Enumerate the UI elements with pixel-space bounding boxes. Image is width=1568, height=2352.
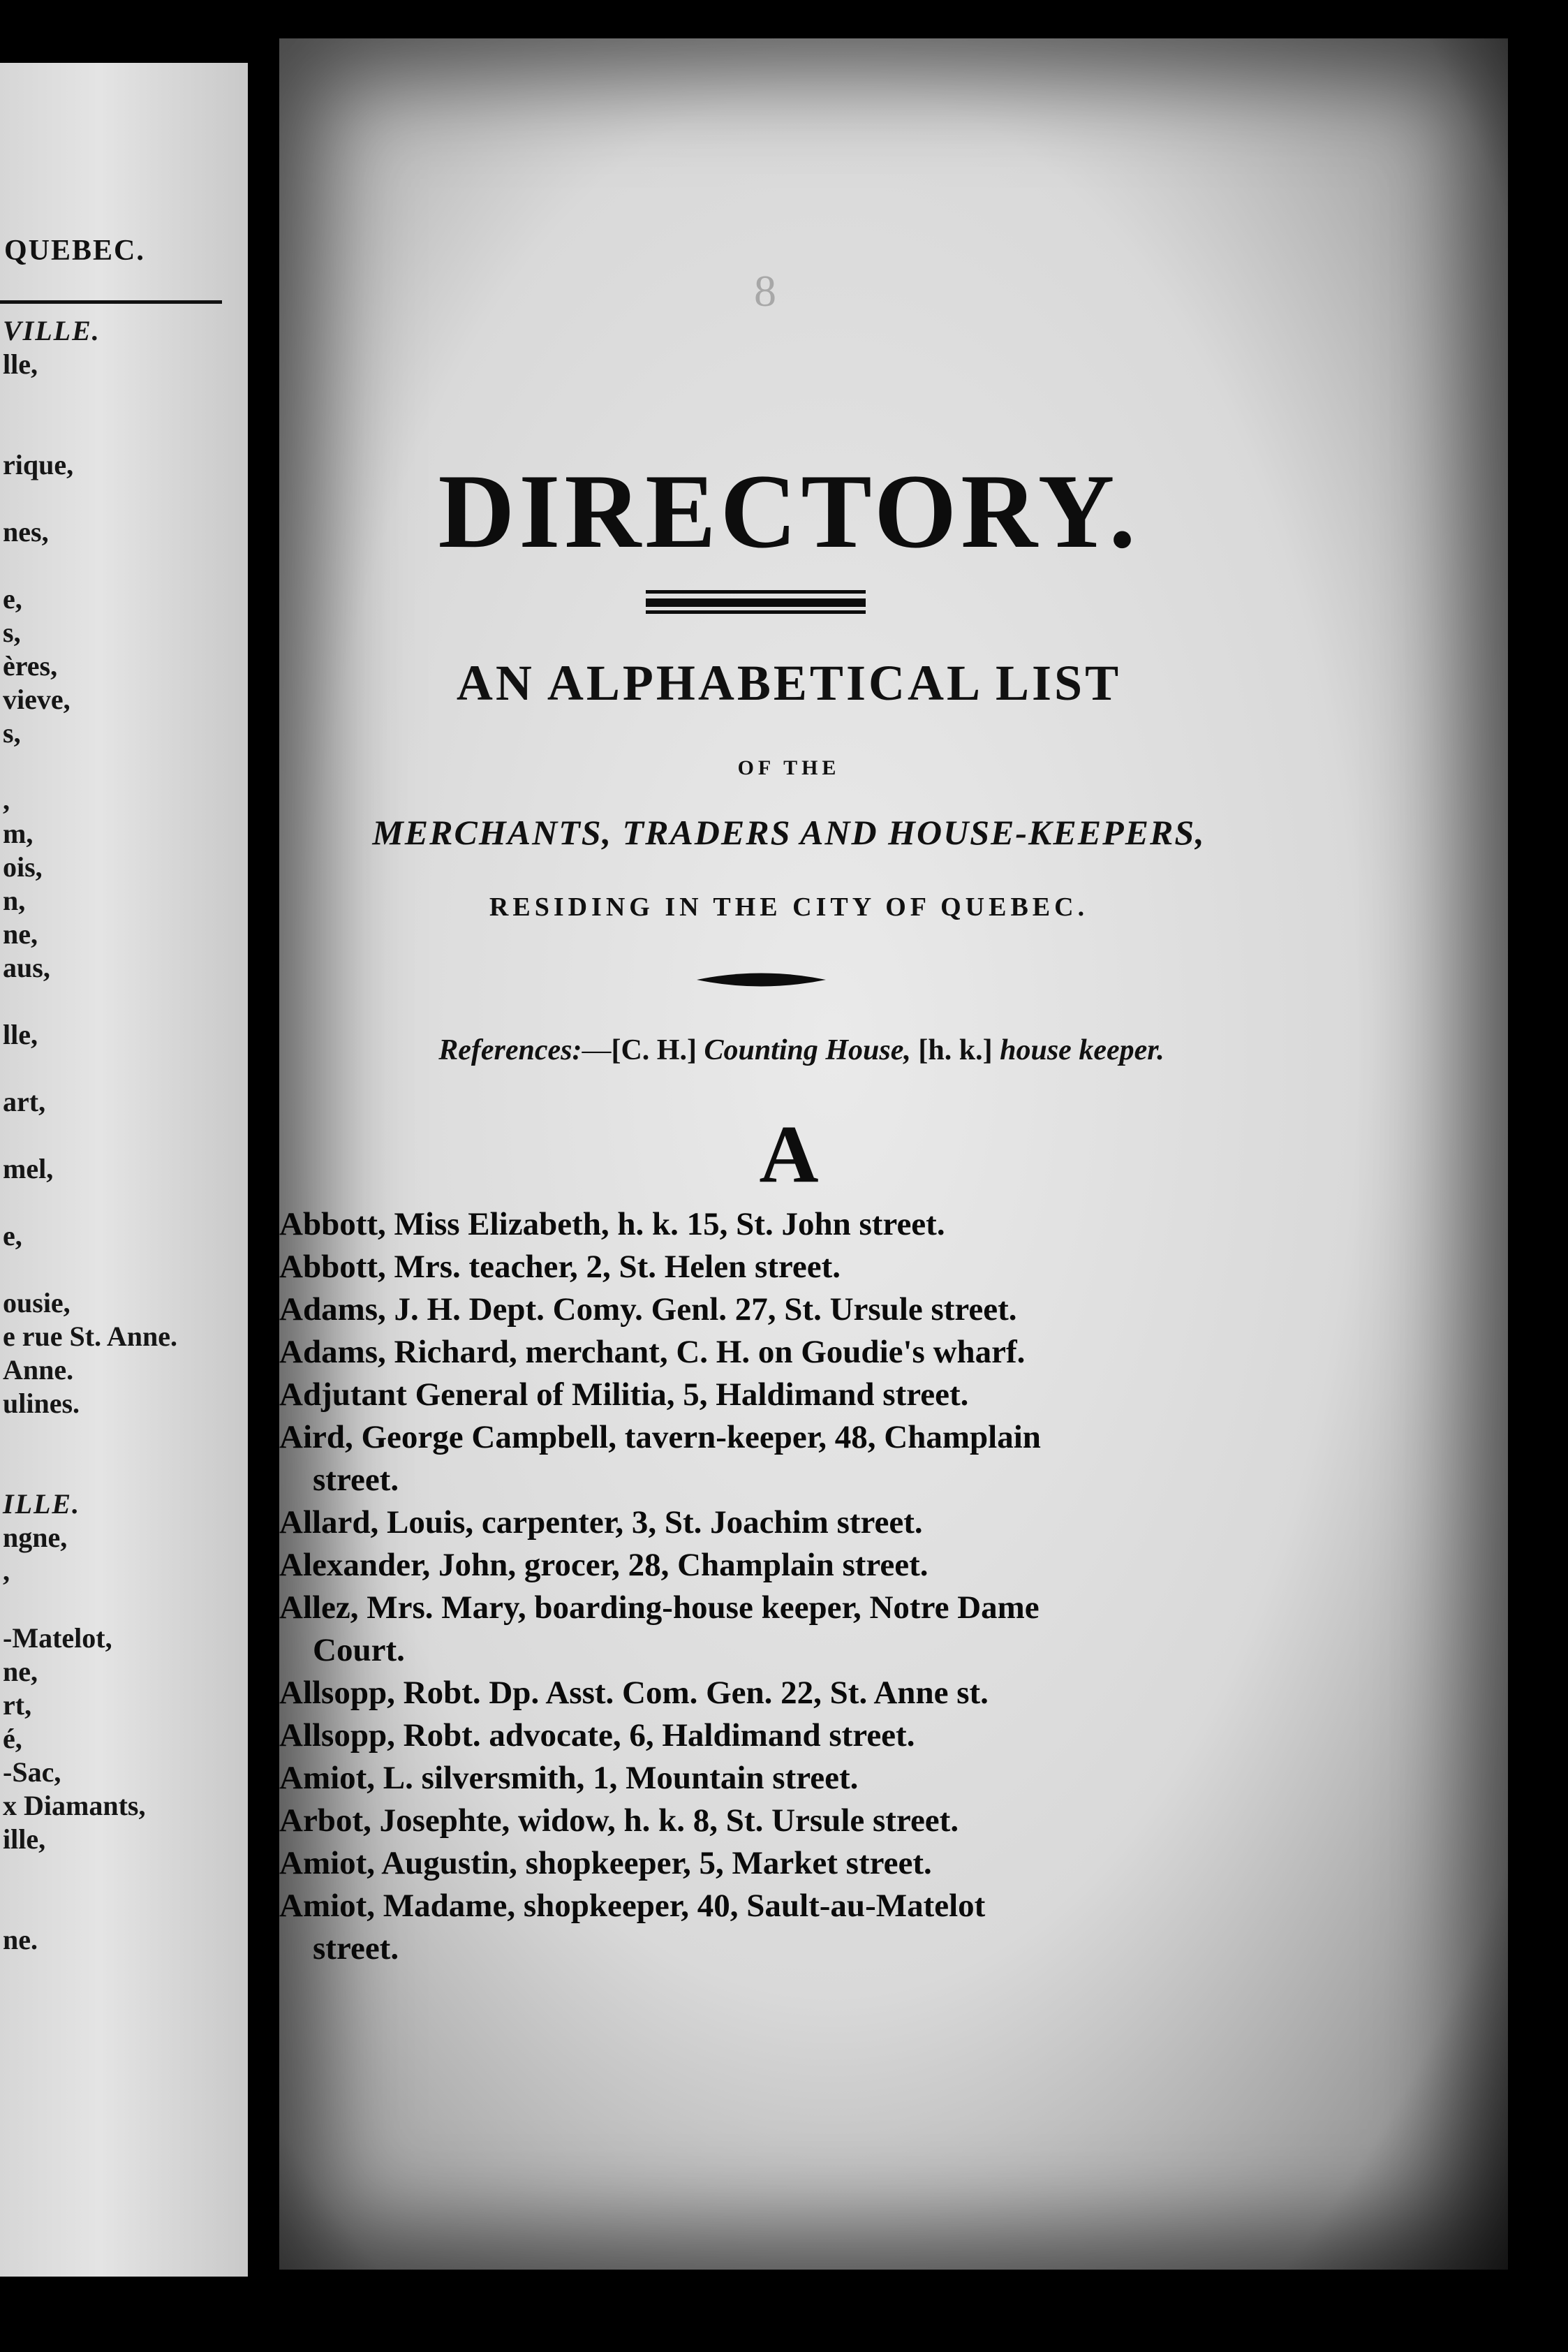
previous-page-fragment: , bbox=[3, 784, 10, 816]
entry-text: Allsopp, Robt. Dp. Asst. Com. Gen. 22, St. Anne st. bbox=[279, 1675, 989, 1711]
previous-page-fragment bbox=[3, 415, 177, 448]
previous-page-fragment bbox=[3, 1052, 177, 1085]
previous-page-fragment: -Matelot, bbox=[3, 1622, 112, 1654]
previous-page-fragment bbox=[3, 1890, 177, 1923]
page-title: DIRECTORY. bbox=[438, 453, 1140, 570]
ornament-rule-icon bbox=[697, 969, 826, 990]
previous-page-fragment: lle, bbox=[3, 1019, 38, 1050]
house-keeper-abbr: [h. k.] bbox=[918, 1034, 993, 1066]
entry-text: Amiot, L. silversmith, 1, Mountain street. bbox=[279, 1760, 859, 1796]
book-gutter bbox=[248, 0, 279, 2352]
page-subtitle: AN ALPHABETICAL LIST bbox=[456, 655, 1122, 711]
entry-text: Allsopp, Robt. advocate, 6, Haldimand street. bbox=[279, 1717, 915, 1754]
entry-text: Adjutant General of Militia, 5, Haldimand street. bbox=[279, 1376, 969, 1413]
previous-page-fragment: nes, bbox=[3, 516, 49, 547]
title-double-rule bbox=[646, 590, 866, 614]
references-dash: — bbox=[582, 1034, 612, 1066]
previous-page-fragment: ille, bbox=[3, 1823, 46, 1855]
previous-page-fragment bbox=[3, 381, 177, 415]
previous-page-fragment bbox=[3, 750, 177, 784]
entry-text: Amiot, Madame, shopkeeper, 40, Sault-au-Matelot bbox=[279, 1888, 986, 1924]
previous-page-fragment: ILLE. bbox=[3, 1488, 81, 1520]
entry-continuation: Court. bbox=[313, 1632, 405, 1668]
directory-page bbox=[279, 38, 1508, 2270]
entry-text: Allard, Louis, carpenter, 3, St. Joachim street. bbox=[279, 1504, 923, 1541]
previous-page-fragment bbox=[3, 985, 177, 1018]
previous-page-fragment: m, bbox=[3, 818, 34, 849]
previous-page-fragment: x Diamants, bbox=[3, 1790, 146, 1821]
previous-page-fragment: rique, bbox=[3, 449, 74, 480]
previous-page-fragment: e, bbox=[3, 583, 22, 615]
previous-page-fragment: Anne. bbox=[3, 1354, 74, 1386]
previous-page-strip bbox=[0, 63, 248, 2277]
page-number: 8 bbox=[754, 266, 776, 316]
previous-page-fragment bbox=[3, 1454, 177, 1487]
bleed-through bbox=[1117, 367, 1508, 1903]
previous-page-fragment: ères, bbox=[3, 650, 58, 682]
section-letter: A bbox=[759, 1108, 819, 1200]
previous-page-fragment bbox=[3, 1588, 177, 1622]
previous-page-fragment: e rue St. Anne. bbox=[3, 1321, 177, 1352]
previous-page-fragment: art, bbox=[3, 1086, 46, 1117]
previous-page-fragment: e, bbox=[3, 1220, 22, 1251]
previous-page-fragments bbox=[3, 314, 177, 1957]
previous-page-fragment: ne, bbox=[3, 1656, 38, 1687]
entry-continuation: street. bbox=[313, 1462, 399, 1498]
previous-page-fragment: ne, bbox=[3, 918, 38, 950]
previous-page-fragment: , bbox=[3, 1555, 10, 1587]
residing-line: RESIDING IN THE CITY OF QUEBEC. bbox=[489, 892, 1089, 922]
previous-page-fragment bbox=[3, 1420, 177, 1454]
previous-page-fragment: ngne, bbox=[3, 1522, 68, 1553]
previous-page-fragment bbox=[3, 1253, 177, 1286]
previous-page-fragment: vieve, bbox=[3, 684, 71, 715]
previous-page-rule bbox=[0, 300, 222, 304]
previous-page-fragment: ois, bbox=[3, 851, 43, 883]
previous-page-fragment: ulines. bbox=[3, 1388, 80, 1419]
previous-page-fragment: VILLE. bbox=[3, 315, 101, 346]
merchants-line: MERCHANTS, TRADERS AND HOUSE-KEEPERS, bbox=[372, 813, 1206, 852]
house-keeper-text: house keeper. bbox=[1000, 1034, 1164, 1066]
previous-page-fragment: rt, bbox=[3, 1689, 32, 1721]
previous-page-fragment: mel, bbox=[3, 1153, 54, 1184]
previous-page-fragment bbox=[3, 1186, 177, 1219]
previous-page-fragment: ousie, bbox=[3, 1287, 71, 1318]
entry-text: Alexander, John, grocer, 28, Champlain street. bbox=[279, 1547, 929, 1583]
entry-text: Abbott, Miss Elizabeth, h. k. 15, St. John street. bbox=[279, 1206, 945, 1242]
entry-text: Arbot, Josephte, widow, h. k. 8, St. Ursule street. bbox=[279, 1802, 959, 1839]
previous-page-fragment: n, bbox=[3, 885, 26, 916]
previous-page-fragment: s, bbox=[3, 717, 21, 749]
entry-text: Aird, George Campbell, tavern-keeper, 48, Champlain bbox=[279, 1419, 1041, 1455]
entry-text: Adams, J. H. Dept. Comy. Genl. 27, St. Ursule street. bbox=[279, 1291, 1017, 1328]
entry-continuation: street. bbox=[313, 1930, 399, 1967]
previous-page-fragment: lle, bbox=[3, 348, 38, 380]
counting-house-text: Counting House, bbox=[704, 1034, 911, 1066]
previous-page-header: QUEBEC. bbox=[4, 235, 145, 267]
previous-page-fragment: -Sac, bbox=[3, 1756, 61, 1788]
entry-text: Amiot, Augustin, shopkeeper, 5, Market street. bbox=[279, 1845, 932, 1881]
previous-page-fragment bbox=[3, 1119, 177, 1152]
entry-text: Abbott, Mrs. teacher, 2, St. Helen street. bbox=[279, 1249, 841, 1285]
previous-page-fragment bbox=[3, 482, 177, 515]
references-label: References: bbox=[438, 1034, 582, 1066]
previous-page-fragment: s, bbox=[3, 617, 21, 648]
entry-text: Adams, Richard, merchant, C. H. on Goudie's wharf. bbox=[279, 1334, 1026, 1370]
of-the-line: OF THE bbox=[737, 756, 841, 779]
previous-page-fragment: é, bbox=[3, 1723, 22, 1754]
previous-page-fragment: ne. bbox=[3, 1924, 38, 1955]
previous-page-fragment: aus, bbox=[3, 952, 50, 983]
counting-house-abbr: [C. H.] bbox=[611, 1034, 697, 1066]
previous-page-fragment bbox=[3, 1856, 177, 1890]
entry-text: Allez, Mrs. Mary, boarding-house keeper, Notre Dame bbox=[279, 1589, 1040, 1626]
previous-page-fragment bbox=[3, 549, 177, 582]
